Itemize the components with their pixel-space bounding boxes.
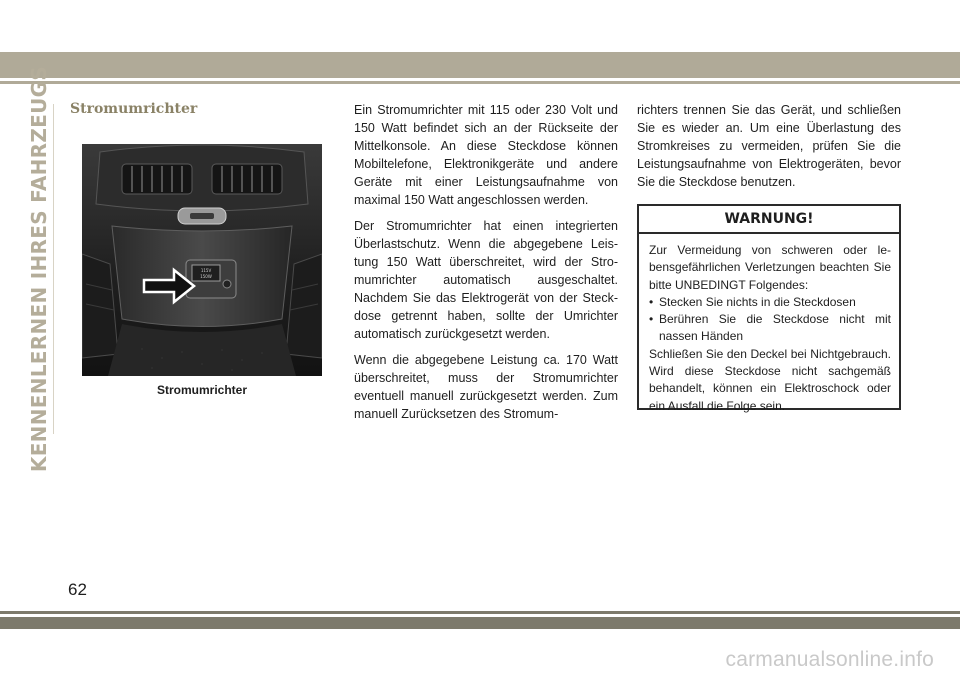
text-column-2 [354,101,618,431]
svg-text:115V: 115V [200,268,212,273]
bullet-glyph: • [649,294,654,309]
paragraph-reset-continued: richters trennen Sie das Gerät, und schließen Sie es wieder an. Um eine Überlastung des Stromkreises zu vermeiden, prüfen Sie die Leistungsaufnahme von Elektrogeräten, bevor Sie die Steckdose benutzen. [637,103,901,189]
warning-box [637,204,901,413]
chapter-side-tab [26,65,52,473]
figure-caption: Stromumrichter [156,383,248,397]
side-tab-rule [53,104,54,434]
header-band [0,52,960,78]
chapter-title: KENNENLERNEN IHRES FAHRZEUGS [27,65,52,473]
paragraph-manual-reset: Wenn die abgegebene Leistung ca. 170 Watt überschreitet, muss der Stromumrichter eventuell manuell zurückgesetzt werden. Zum manuell Zurücksetzen des Stromum- [354,353,618,421]
svg-text:150W: 150W [200,274,212,279]
paragraph-overload-protection: Der Stromumrichter hat einen integrierten Überlastschutz. Wenn die abgegebene Leistung 150 Watt überschreitet, wird der Stromumrichter automatisch ausgeschaltet. Nachdem Sie das Elektrogerät von der Steckdose getrennt haben, sollte der Umrichter automatisch zurückgesetzt werden. [354,219,618,341]
warning-title: WARNUNG! [639,206,899,234]
warning-bullet-text: Berühren Sie die Steckdose nicht mit nassen Händen [659,312,891,344]
page-number: 62 [68,580,87,599]
warning-body [639,234,899,415]
warning-bullet [649,294,891,311]
footer-band [0,617,960,629]
text-column-3 [637,101,901,199]
power-inverter-photo [82,144,322,376]
warning-bullet [649,311,891,346]
warning-closing: Schließen Sie den Deckel bei Nichtgebrauch. Wird diese Steckdose nicht sachgemäß behandelt, können ein Elektroschock oder ein Ausfall die Folge sein. [649,346,891,413]
bullet-glyph: • [649,312,654,327]
watermark-link[interactable]: carmanualsonline.info [725,648,934,671]
footer-rule [0,611,960,614]
warning-bullet-text: Stecken Sie nichts in die Steckdosen [659,294,856,309]
header-rule [0,81,960,84]
section-title: Stromumrichter [70,101,198,117]
warning-intro: Zur Vermeidung von schweren oder lebensgefährlichen Verletzungen beachten Sie bitte UNBEDINGT Folgendes: [649,243,891,292]
paragraph-inverter-intro: Ein Stromumrichter mit 115 oder 230 Volt und 150 Watt befindet sich an der Rückseite der Mittelkonsole. An diese Steckdose können Mobiltelefone, Elektronikgeräte und andere Geräte mit einer Leistungsaufnahme von maximal 150 Watt angeschlossen werden. [354,103,618,207]
